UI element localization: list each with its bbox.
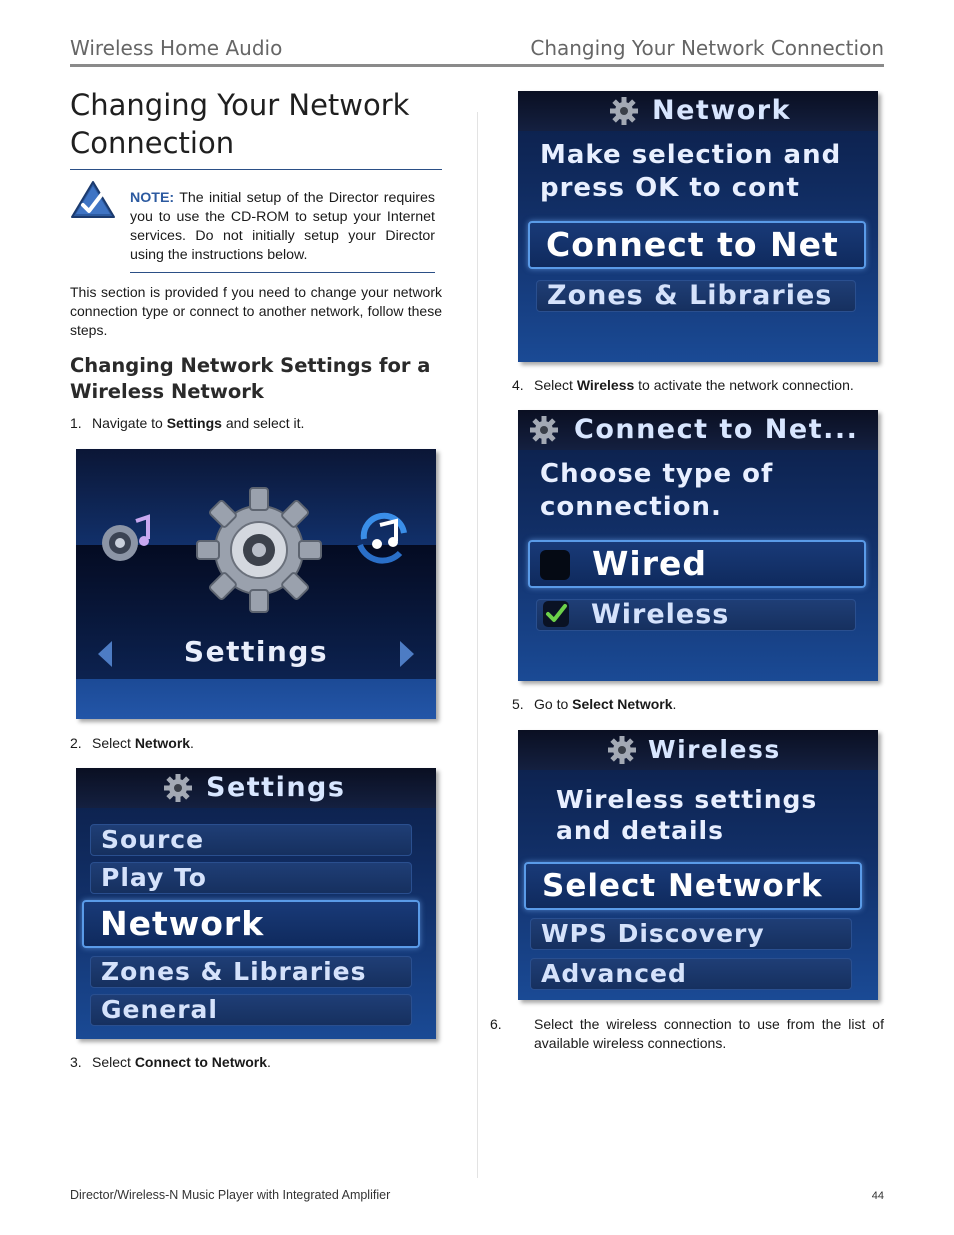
menu-item-select-network[interactable]: Select Network xyxy=(524,862,862,910)
menu-item-general[interactable]: General xyxy=(90,994,412,1026)
prompt-line-1: Make selection and xyxy=(540,140,842,170)
note-body: The initial setup of the Director requires you to use the CD-ROM to setup your Internet services. Do not initially setup your Director using the instructions below. xyxy=(130,190,436,263)
note-label: NOTE: xyxy=(130,190,175,206)
intro-paragraph: This section is provided f you need to change your network connection type or connect to another network, follow these steps. xyxy=(70,284,442,338)
network-music-icon xyxy=(356,511,412,567)
gear-icon xyxy=(608,736,636,764)
running-header-left: Wireless Home Audio xyxy=(70,36,283,60)
checkmark-note-icon xyxy=(70,180,116,220)
note-text xyxy=(130,189,435,265)
screenshot-network-menu xyxy=(518,91,878,362)
running-header-right: Changing Your Network Connection xyxy=(530,36,884,60)
step-1: 1. Navigate to Settings and select it. xyxy=(70,415,305,431)
prompt-line-2: and details xyxy=(556,816,724,845)
checkmark-icon xyxy=(542,600,570,628)
menu-item-advanced[interactable]: Advanced xyxy=(530,958,852,990)
speaker-music-icon xyxy=(96,509,156,569)
menu-item-zones-libraries[interactable]: Zones & Libraries xyxy=(536,280,856,312)
column-divider xyxy=(477,112,478,1178)
gear-icon xyxy=(164,774,192,802)
screen-title: Wireless xyxy=(648,735,781,764)
gear-icon xyxy=(530,416,558,444)
footer-product-name: Director/Wireless-N Music Player with Integrated Amplifier xyxy=(70,1188,391,1202)
carousel-label: Settings xyxy=(183,635,329,668)
page-title: Changing Your Network Connection xyxy=(70,88,410,160)
step-2: 2. Select Network. xyxy=(70,735,194,751)
page-number: 44 xyxy=(871,1190,884,1202)
screenshot-connection-type xyxy=(518,410,878,681)
header-rule xyxy=(70,64,884,67)
menu-item-zones-libraries[interactable]: Zones & Libraries xyxy=(90,956,412,988)
prompt-line-1: Wireless settings xyxy=(556,785,818,814)
screen-title: Settings xyxy=(206,772,346,803)
note-rule xyxy=(130,272,435,273)
step-4: 4. Select Wireless to activate the network connection. xyxy=(512,377,854,393)
menu-item-connect-to-net[interactable]: Connect to Net xyxy=(528,221,866,269)
menu-item-wps-discovery[interactable]: WPS Discovery xyxy=(530,918,852,950)
menu-item-wireless[interactable]: Wireless xyxy=(536,599,856,631)
menu-item-play-to[interactable]: Play To xyxy=(90,862,412,894)
gear-icon xyxy=(194,485,324,615)
screenshot-wireless-menu xyxy=(518,730,878,1000)
title-rule xyxy=(70,169,442,170)
screen-title: Network xyxy=(652,95,792,126)
menu-item-source[interactable]: Source xyxy=(90,824,412,856)
prompt-line-2: connection. xyxy=(540,492,722,522)
menu-item-wired[interactable]: Wired xyxy=(528,540,866,588)
prompt-line-1: Choose type of xyxy=(540,459,774,489)
step-3: 3. Select Connect to Network. xyxy=(70,1054,271,1070)
screenshot-settings-menu xyxy=(76,768,436,1039)
step-5: 5. Go to Select Network. xyxy=(512,696,677,712)
menu-item-network[interactable]: Network xyxy=(82,900,420,948)
step-6: 6. Select the wireless connection to use from the list of available wireless connections. xyxy=(490,1016,884,1051)
gear-icon xyxy=(610,97,638,125)
section-subheading: Changing Network Settings for a Wireless Network xyxy=(70,354,431,403)
checkbox-empty-icon xyxy=(540,550,570,580)
screenshot-settings-home xyxy=(76,449,436,719)
prompt-line-2: press OK to cont xyxy=(540,173,800,203)
screen-title: Connect to Net... xyxy=(574,414,859,445)
